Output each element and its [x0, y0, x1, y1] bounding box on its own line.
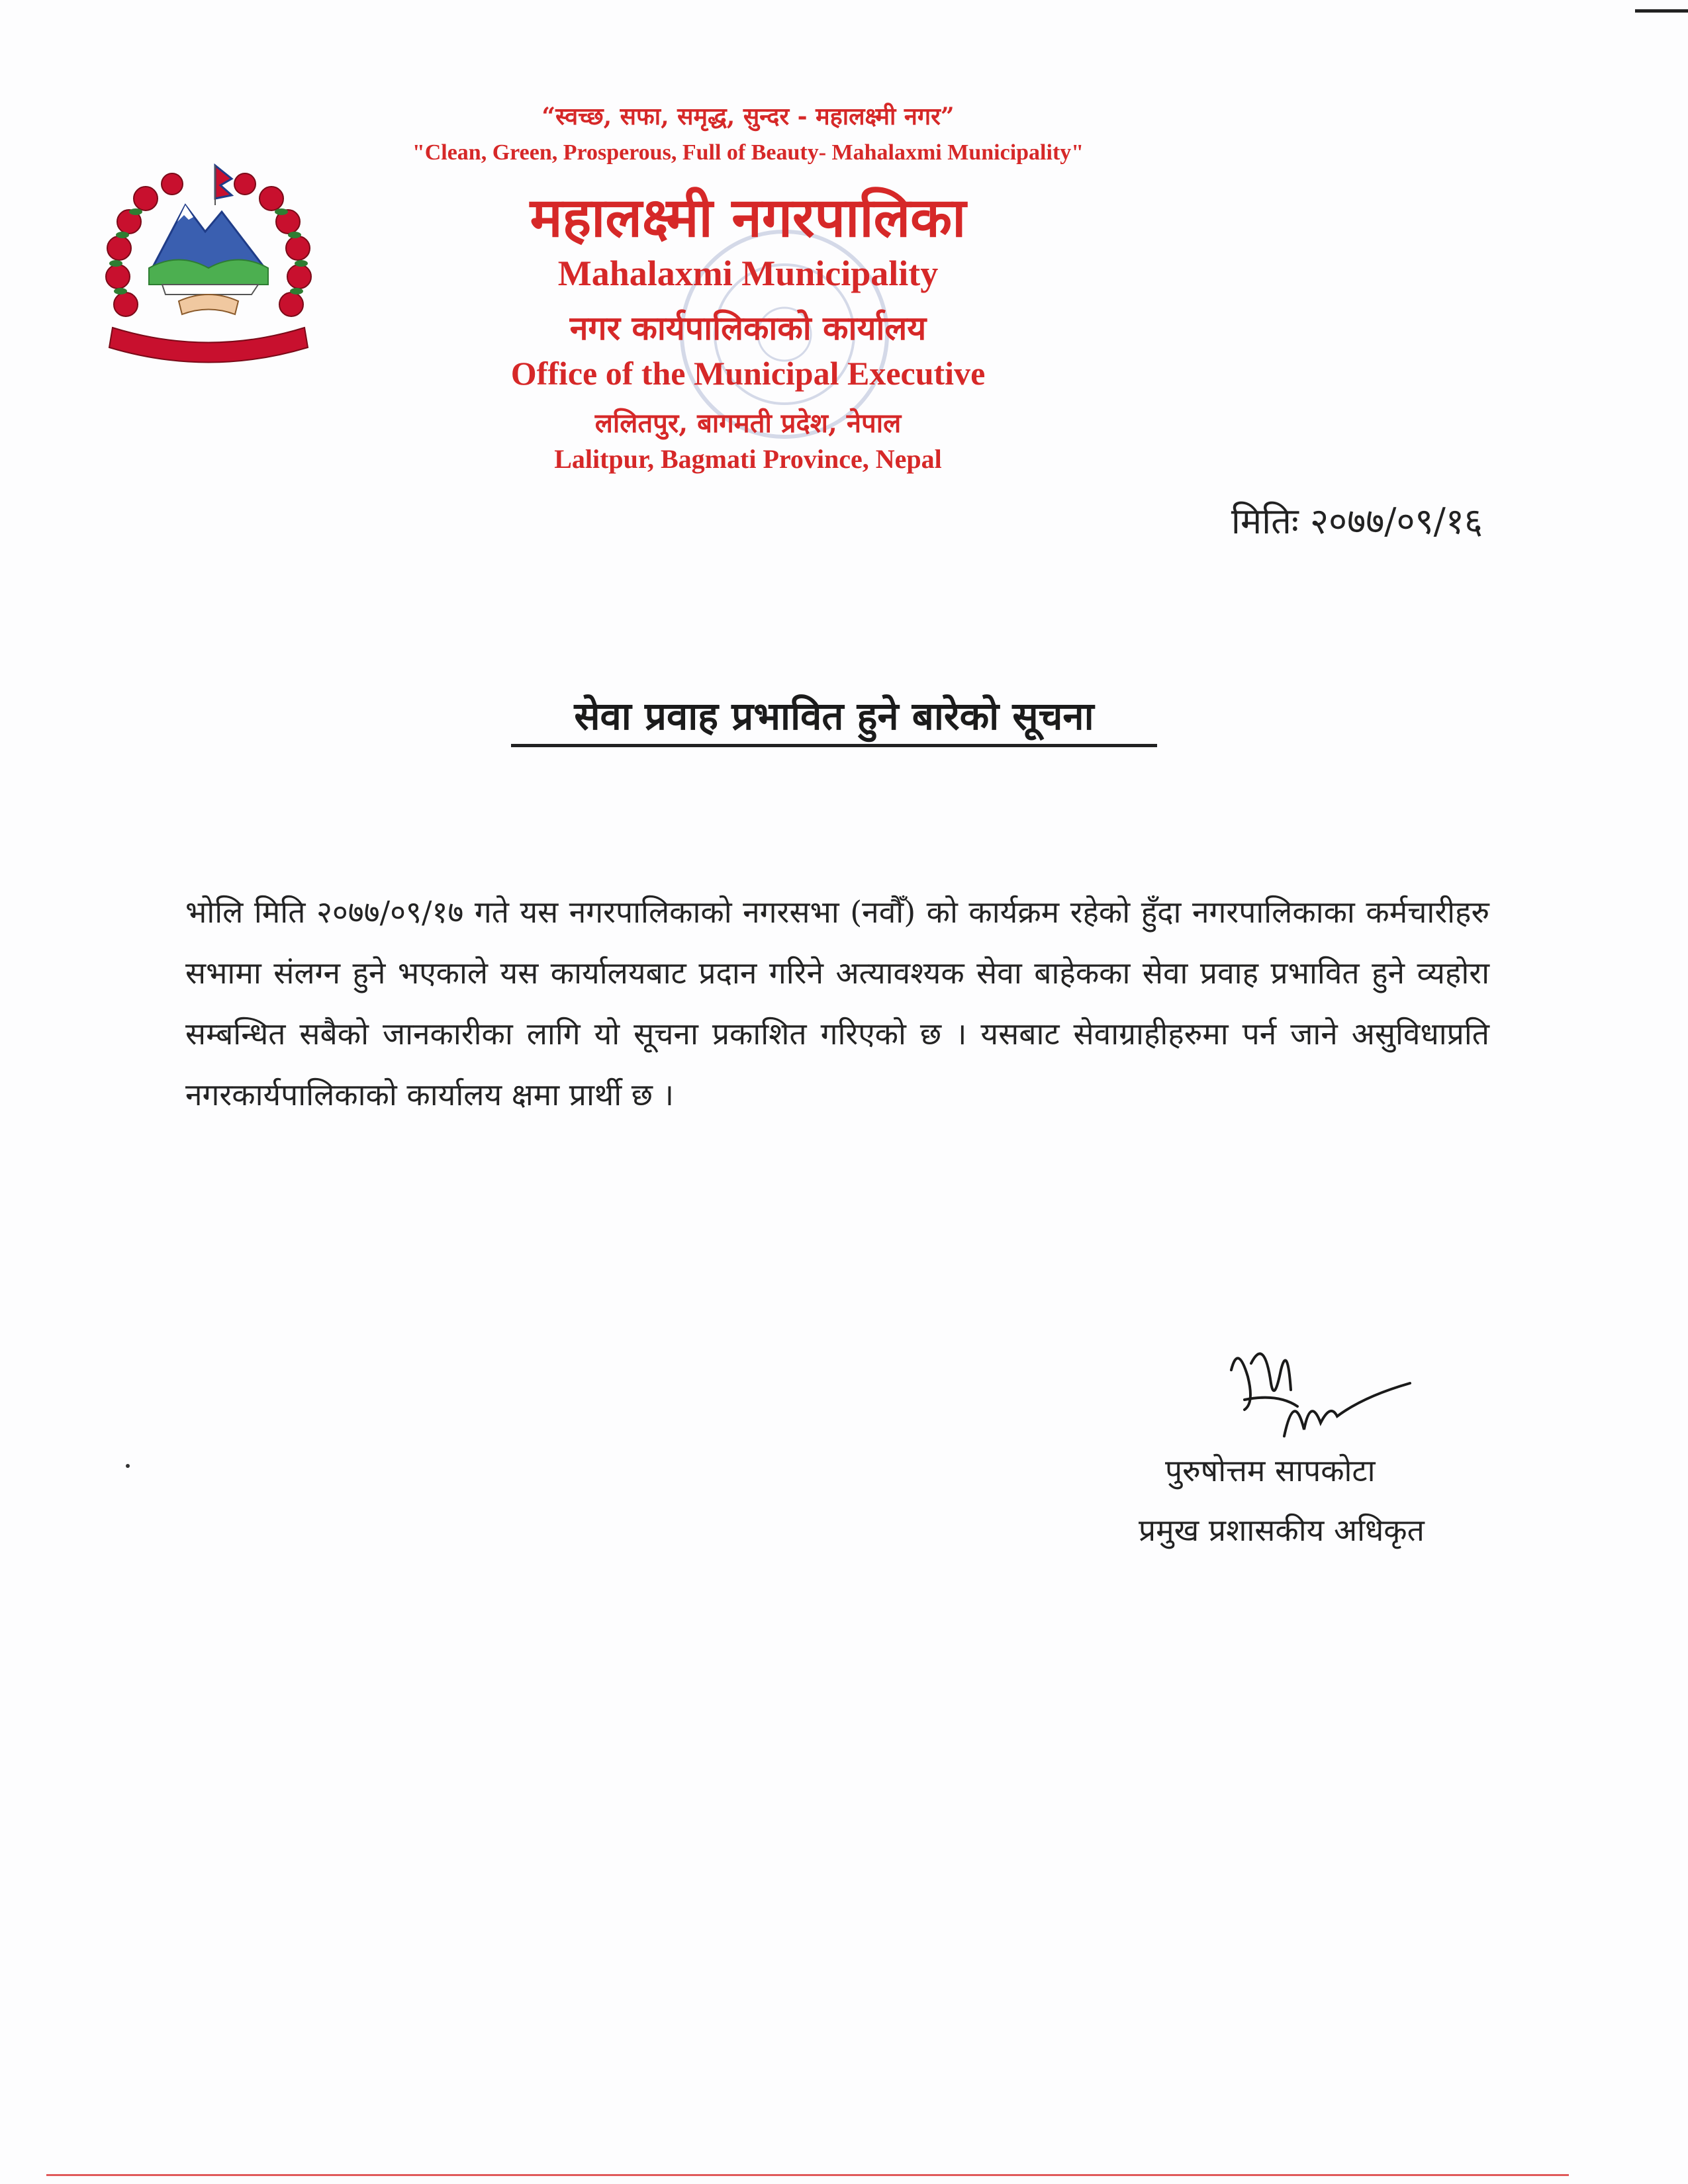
municipality-name-nepali: महालक्ष्मी नगरपालिका [530, 186, 966, 250]
notice-date: मितिः २०७७/०९/१६ [1231, 500, 1483, 542]
bottom-edge-line [46, 2174, 1569, 2176]
location-english: Lalitpur, Bagmati Province, Nepal [554, 444, 942, 474]
notice-subject: सेवा प्रवाह प्रभावित हुने बारेको सूचना [574, 694, 1094, 739]
office-name-english: Office of the Municipal Executive [510, 355, 986, 392]
subject-underline [511, 744, 1157, 747]
municipality-name-english: Mahalaxmi Municipality [557, 253, 939, 293]
handwritten-signature [1218, 1330, 1417, 1463]
signatory-title: प्रमुख प्रशासकीय अधिकृत [1139, 1512, 1425, 1548]
paper-speck [126, 1464, 130, 1468]
motto-english: "Clean, Green, Prosperous, Full of Beauty- Mahalaxmi Municipality" [412, 140, 1084, 165]
motto-nepali: “स्वच्छ, सफा, समृद्ध, सुन्दर - महालक्ष्मी नगर” [541, 103, 955, 130]
top-edge-mark [1635, 9, 1688, 13]
notice-body: भोलि मिति २०७७/०९/१७ गते यस नगरपालिकाको नगरसभा (नवौँ) को कार्यक्रम रहेको हुँदा नगरपालिकाका कर्मचारीहरु सभामा संलग्न हुने भएकाले यस कार्यालयबाट प्रदान गरिने अत्यावश्यक सेवा बाहेकका सेवा प्रवाह प्रभावित हुने व्यहोरा सम्बन्धित सबैको जानकारीका लागि यो सूचना प्रकाशित गरिएको छ । यसबाट सेवाग्राहीहरुमा पर्न जाने असुविधाप्रति नगरकार्यपालिकाको कार्यालय क्षमा प्रार्थी छ । [185, 894, 1489, 1113]
signatory-name: पुरुषोत्तम सापकोटा [1165, 1453, 1376, 1488]
office-name-nepali: नगर कार्यपालिकाको कार्यालय [569, 308, 927, 347]
location-nepali: ललितपुर, बागमती प्रदेश, नेपाल [594, 408, 902, 439]
nepal-emblem-icon [99, 159, 318, 371]
